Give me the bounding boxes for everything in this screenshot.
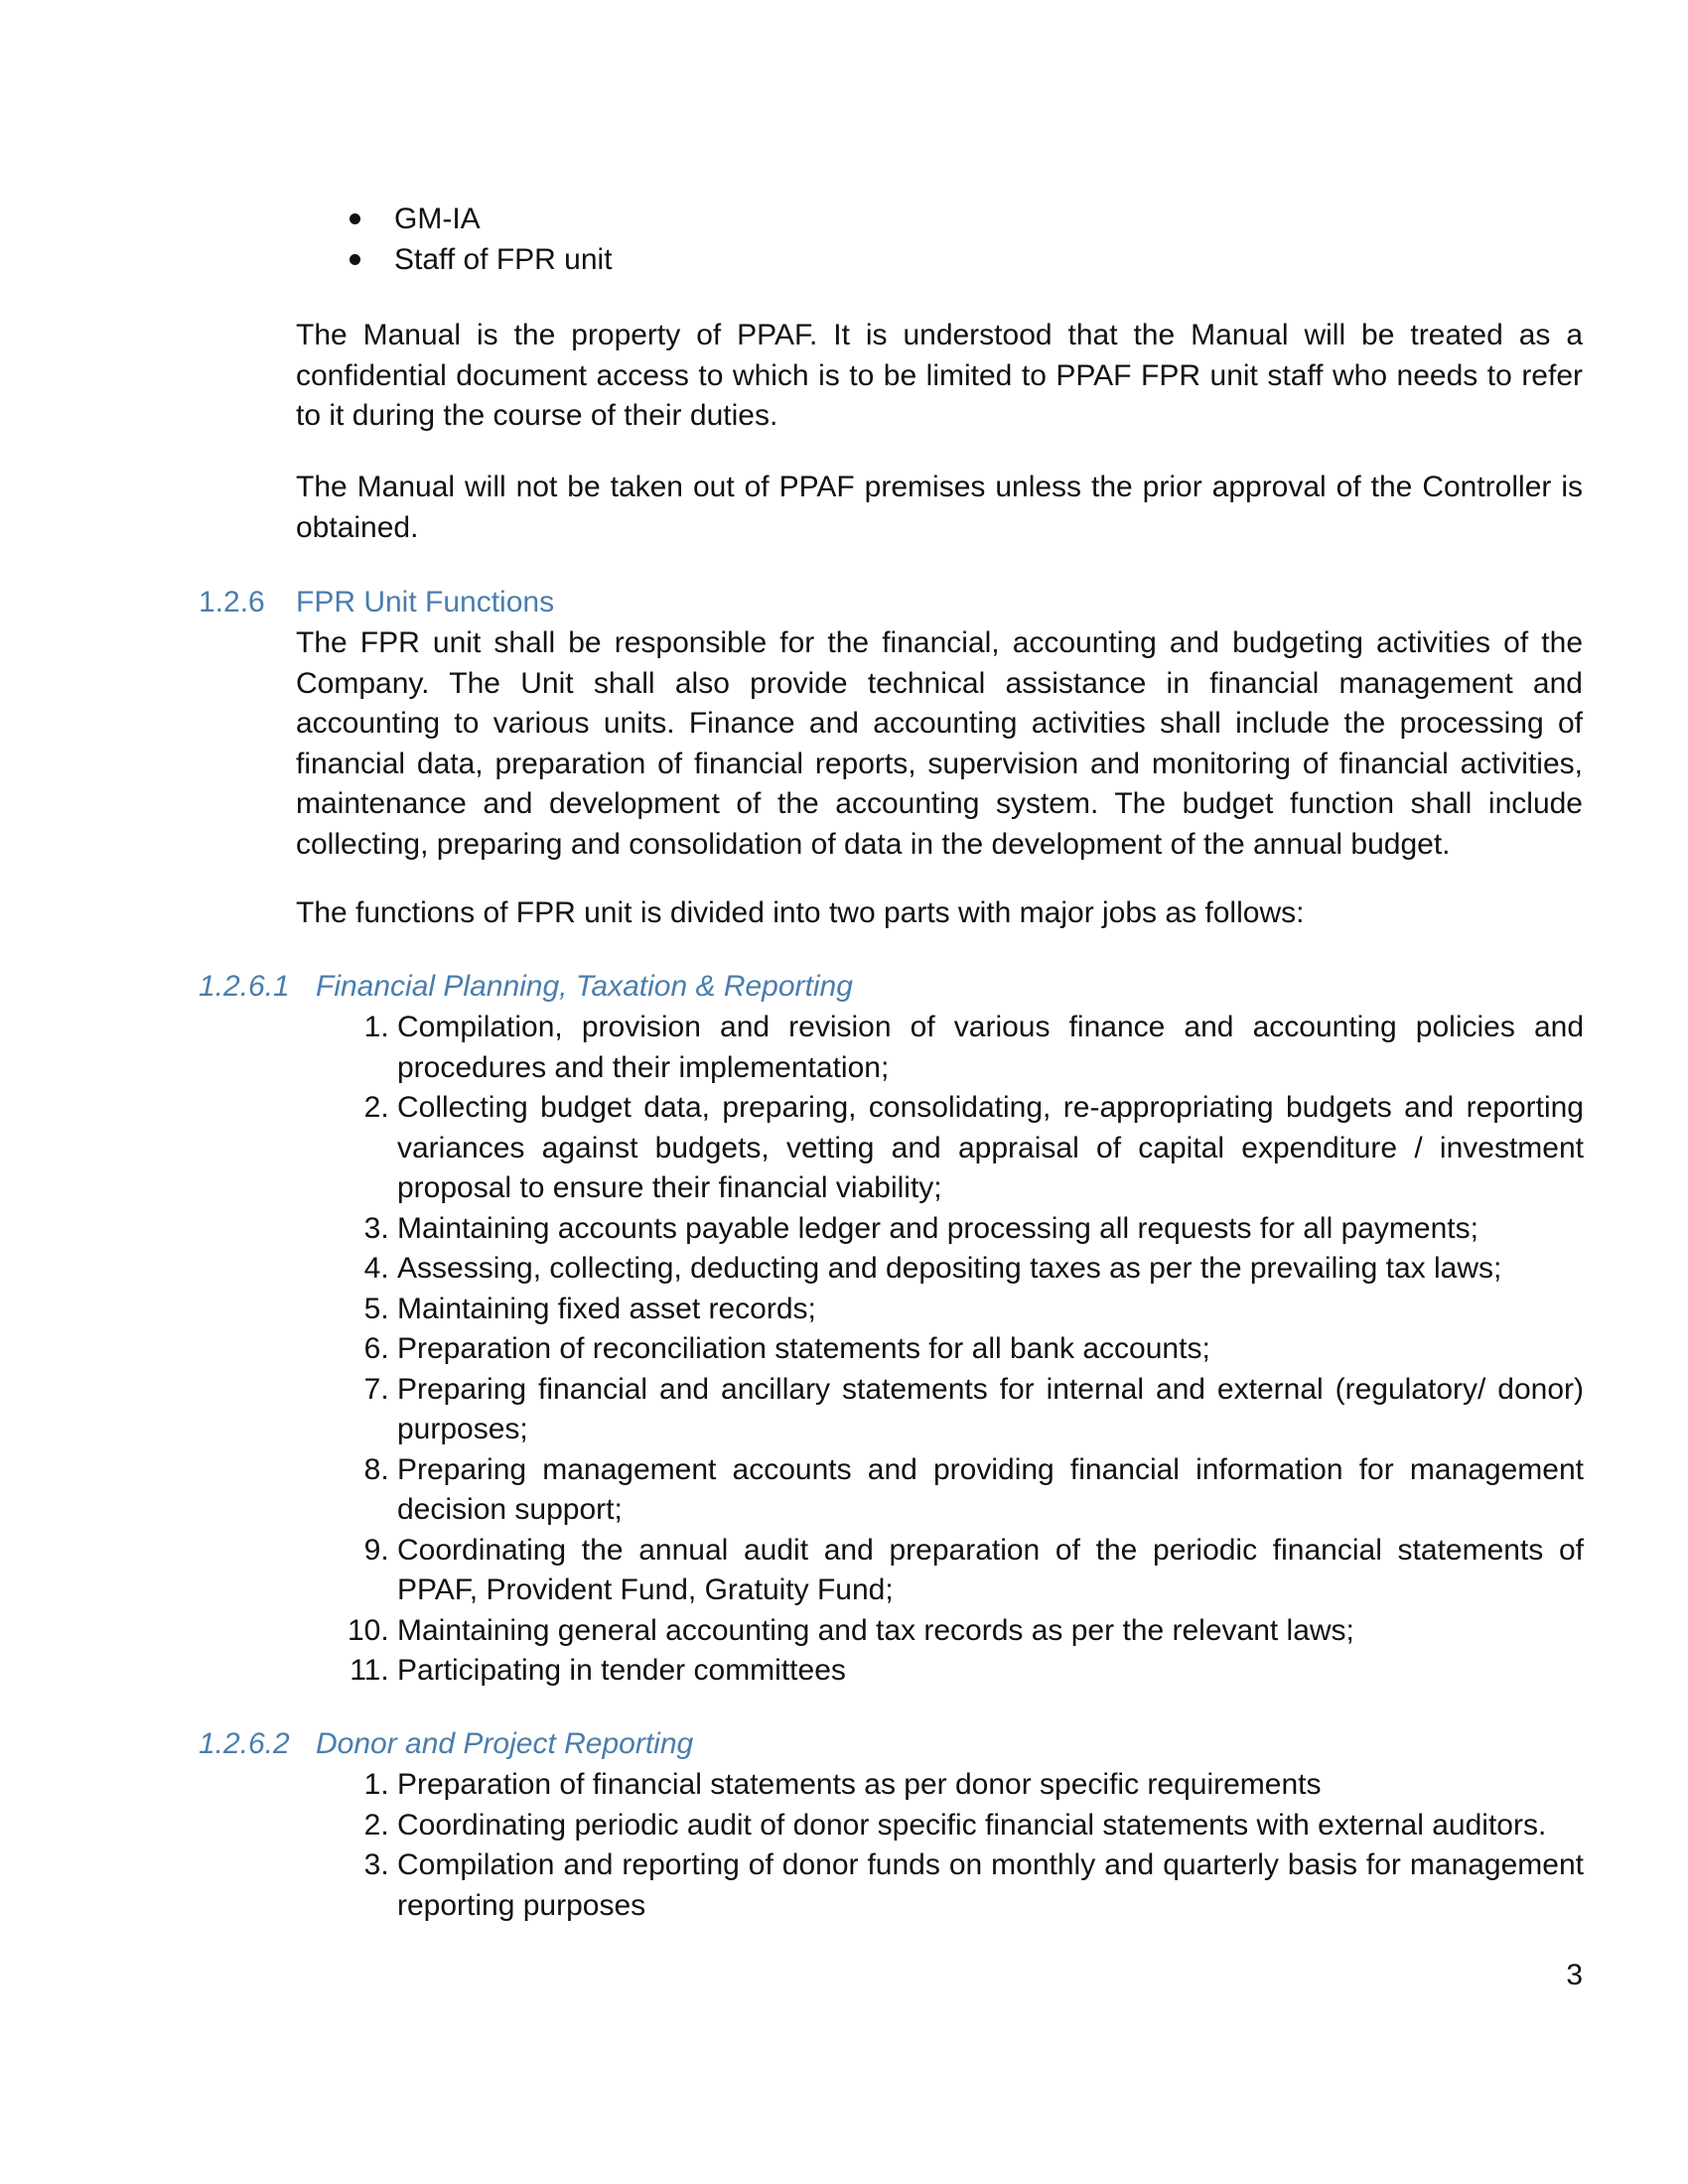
item-text: Coordinating the annual audit and preparation of the periodic financial statements of PPAF, Provident Fund, Gratuity Fund; [397,1533,1584,1606]
bullet-list [350,199,1591,280]
section-heading-1-2-6-1 [199,967,853,1007]
list-item [346,1249,1584,1290]
section-title: FPR Unit Functions [296,586,555,618]
section-title: Financial Planning, Taxation & Reporting [316,970,853,1003]
item-number: 10. [347,1613,397,1647]
list-item [346,1531,1584,1611]
list-item [346,1765,1584,1806]
list-item [346,1370,1584,1450]
bullet-item: GM-IA [350,199,1591,239]
donor-reporting-list [346,1765,1584,1926]
item-text: Collecting budget data, preparing, consolidating, re-appropriating budgets and reporting variances against budgets, vetting and appraisal of capital expenditure / investment proposal to ensure their financial viability; [397,1091,1584,1204]
item-number: 6. [363,1332,397,1365]
list-item [346,1008,1584,1088]
item-text: Participating in tender committees [397,1654,846,1687]
section-title: Donor and Project Reporting [316,1727,694,1760]
item-number: 1. [363,1011,397,1043]
paragraph-fpr-responsible: The FPR unit shall be responsible for the financial, accounting and budgeting activities of the Company. The Unit shall also provide technical assistance in financial management and accounting to various units. Finance and accounting activities shall include the processing of financial data, preparation of financial reports, supervision and monitoring of financial activities, maintenance and development of the accounting system. The budget function shall include collecting, preparing and consolidation of data in the development of the annual budget. [296,626,1583,861]
list-item [346,1450,1584,1531]
list-item [346,1290,1584,1330]
list-item [346,1806,1584,1846]
section-heading-1-2-6 [199,583,554,622]
item-text: Compilation and reporting of donor funds on monthly and quarterly basis for management reporting purposes [397,1848,1584,1922]
paragraph-manual-premises: The Manual will not be taken out of PPAF premises unless the prior approval of the Controller is obtained. [296,471,1583,544]
list-item [346,1611,1584,1652]
item-number: 4. [363,1252,397,1285]
item-number: 7. [363,1372,397,1406]
bullet-item: Staff of FPR unit [350,239,1591,280]
item-number: 8. [363,1452,397,1486]
item-text: Preparation of reconciliation statements for all bank accounts; [397,1332,1210,1365]
section-heading-1-2-6-2 [199,1724,693,1764]
section-number: 1.2.6.1 [199,970,290,1003]
item-number: 9. [363,1533,397,1567]
item-number: 11. [350,1654,397,1687]
item-number: 3. [363,1211,397,1245]
item-number: 3. [363,1848,397,1881]
item-text: Compilation, provision and revision of various finance and accounting policies and procedures and their implementation; [397,1011,1584,1084]
page-number: 3 [1566,1959,1583,1991]
item-number: 1. [363,1768,397,1801]
paragraph-functions-divided: The functions of FPR unit is divided into two parts with major jobs as follows: [296,896,1305,929]
list-item [346,1651,1584,1692]
item-text: Assessing, collecting, deducting and depositing taxes as per the prevailing tax laws; [397,1252,1502,1285]
list-item [346,1088,1584,1209]
section-number: 1.2.6.2 [199,1727,290,1760]
paragraph-manual-property: The Manual is the property of PPAF. It is understood that the Manual will be treated as a confidential document access to which is to be limited to PPAF FPR unit staff who needs to refer to it during the course of their duties. [296,319,1583,432]
item-number: 5. [363,1292,397,1325]
item-text: Preparing financial and ancillary statements for internal and external (regulatory/ donor) purposes; [397,1372,1584,1445]
item-text: Maintaining fixed asset records; [397,1292,816,1325]
item-text: Maintaining general accounting and tax records as per the relevant laws; [397,1613,1354,1647]
item-number: 2. [363,1091,397,1124]
item-number: 2. [363,1808,397,1842]
item-text: Preparing management accounts and providing financial information for management decision support; [397,1452,1584,1526]
item-text: Maintaining accounts payable ledger and processing all requests for all payments; [397,1211,1478,1245]
list-item [346,1209,1584,1250]
financial-planning-list [346,1008,1584,1692]
list-item [346,1845,1584,1926]
section-number: 1.2.6 [199,586,265,618]
list-item [346,1329,1584,1370]
item-text: Preparation of financial statements as per donor specific requirements [397,1768,1322,1801]
item-text: Coordinating periodic audit of donor specific financial statements with external auditors. [397,1808,1547,1842]
